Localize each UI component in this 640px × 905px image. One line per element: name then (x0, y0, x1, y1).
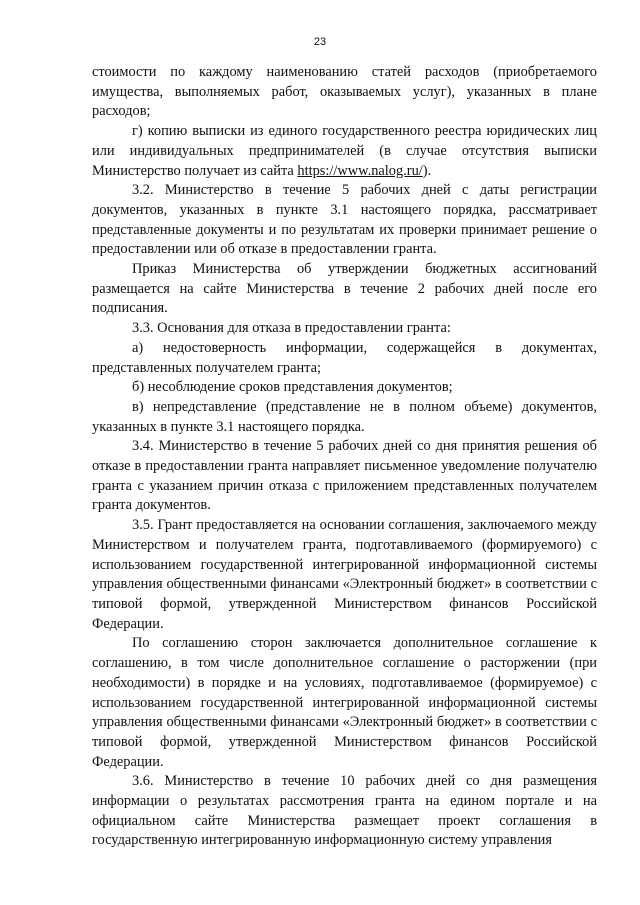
paragraph-egrul-extract (92, 122, 597, 181)
paragraph-3-5: 3.5. Грант предоставляется на основании соглашения, заключаемого между Министерством и получателем гранта, подготавливаемого (формируемого) с использованием государственной интегрированной информационной системы управления общественными финансами «Электронный бюджет» в соответствии с типовой формой, утвержденной Министерством финансов Российской Федерации. (92, 517, 597, 632)
paragraph-order-publication: Приказ Министерства об утверждении бюджетных ассигнований размещается на сайте Министерства в течение 2 рабочих дней после его подписания. (92, 261, 597, 317)
paragraph-additional-agreement: По соглашению сторон заключается дополнительное соглашение к соглашению, в том числе дополнительное соглашение о расторжении (при необходимости) в порядке и на условиях, подготавливаемое (формируемое) с использованием государственной интегрированной информационной системы управления общественными финансами «Электронный бюджет» в соответствии с типовой формой, утвержденной Министерством финансов Российской Федерации. (92, 635, 597, 770)
paragraph-3-3-c: в) непредставление (представление не в полном объеме) документов, указанных в пункте 3.1 настоящего порядка. (92, 398, 597, 435)
paragraph-egrul-tail: ). (422, 162, 432, 179)
nalog-link[interactable]: https://www.nalog.ru/ (297, 162, 423, 179)
paragraph-3-3: 3.3. Основания для отказа в предоставлении гранта: (132, 320, 451, 337)
paragraph-egrul-text: г) копию выписки из единого государственного реестра юридических лиц или индивидуальных предпринимателей (в случае отсутствия выписки Министерство получает из сайта (92, 123, 597, 179)
page-number: 23 (313, 36, 327, 48)
paragraph-cost-items: стоимости по каждому наименованию статей расходов (приобретаемого имущества, выполняемых работ, оказываемых услуг), указанных в плане расходов; (92, 64, 597, 120)
paragraph-3-2: 3.2. Министерство в течение 5 рабочих дней с даты регистрации документов, указанных в пункте 3.1 настоящего порядка, рассматривает представленные документы и по результатам их проверки принимает решение о предоставлении или об отказе в предоставлении гранта. (92, 182, 597, 258)
paragraph-3-3-b: б) несоблюдение сроков представления документов; (132, 379, 453, 396)
paragraph-3-4: 3.4. Министерство в течение 5 рабочих дней со дня принятия решения об отказе в предоставлении гранта направляет письменное уведомление получателю гранта с указанием причин отказа с приложением представленных получателем гранта документов. (92, 438, 597, 514)
paragraph-3-3-a: а) недостоверность информации, содержащейся в документах, представленных получателем гранта; (92, 339, 597, 376)
paragraph-3-6: 3.6. Министерство в течение 10 рабочих дней со дня размещения информации о результатах рассмотрения гранта на едином портале и на официальном сайте Министерства размещает проект соглашения в государственную интегрированную информационную систему управления (92, 773, 597, 849)
document-body (92, 63, 597, 851)
